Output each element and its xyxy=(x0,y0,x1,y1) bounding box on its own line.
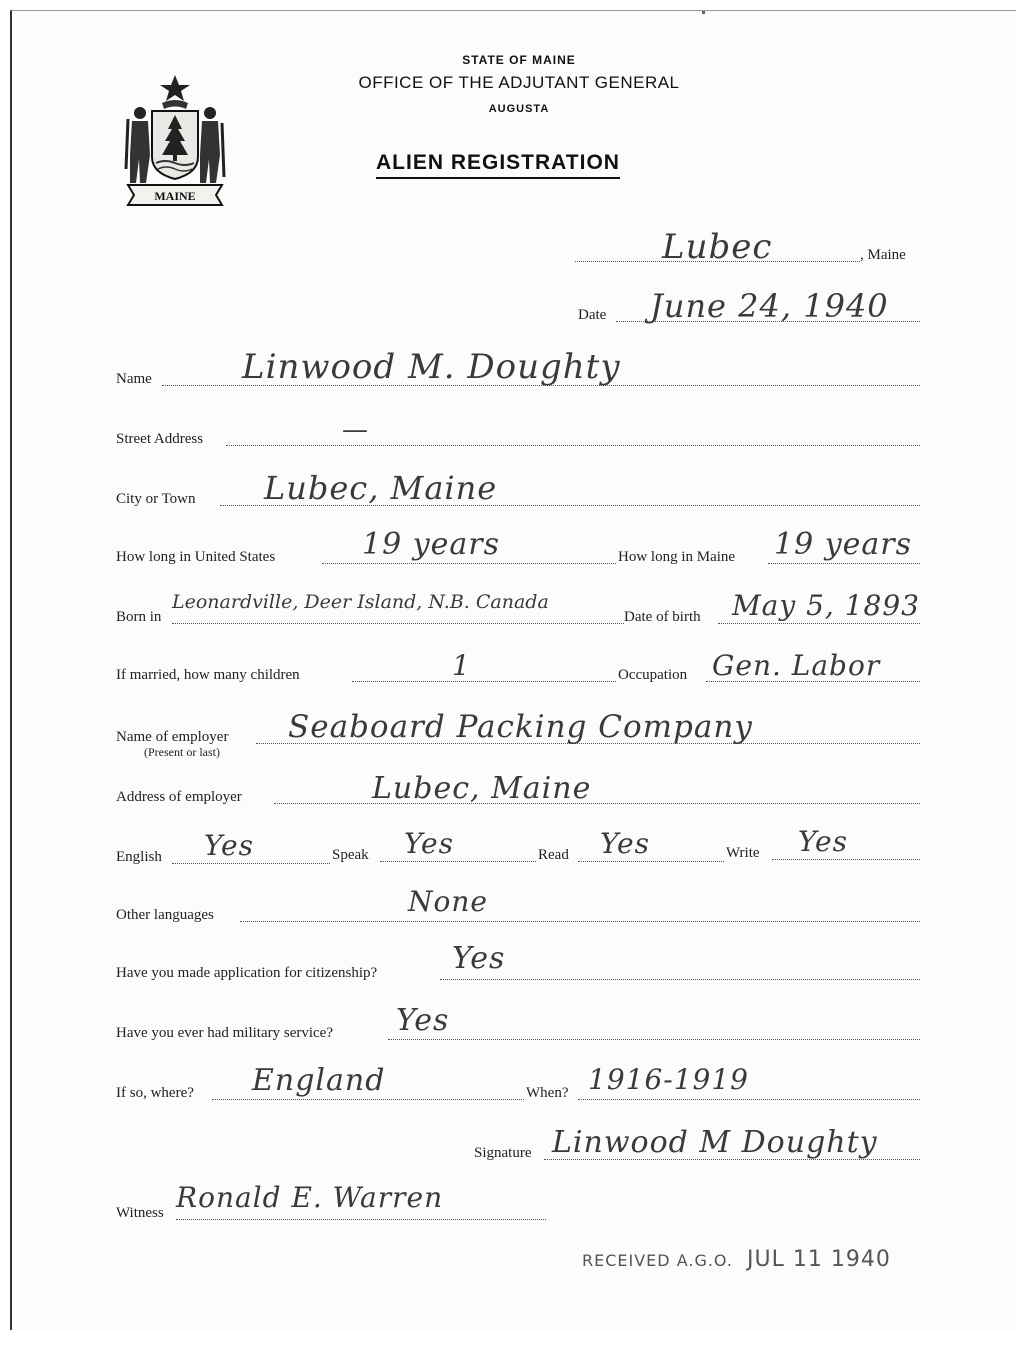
write-value: Yes xyxy=(798,825,848,858)
how-long-us-label: How long in United States xyxy=(116,549,276,565)
town-value: Lubec xyxy=(662,227,773,267)
how-long-us-value: 19 years xyxy=(362,527,501,562)
english-line xyxy=(172,863,330,864)
street-address-line xyxy=(226,445,920,446)
how-long-maine-label: How long in Maine xyxy=(618,549,736,565)
street-address-label: Street Address xyxy=(116,431,204,447)
employer-label: Name of employer xyxy=(116,729,229,745)
how-long-maine-value: 19 years xyxy=(774,527,913,562)
state-heading: STATE OF MAINE xyxy=(462,53,576,67)
maine-label: , Maine xyxy=(860,247,906,263)
date-value: June 24, 1940 xyxy=(650,287,889,325)
how-long-maine-line xyxy=(768,563,920,564)
write-label: Write xyxy=(726,845,760,861)
write-line xyxy=(772,859,920,860)
employer-address-label: Address of employer xyxy=(116,789,242,805)
form-title: ALIEN REGISTRATION xyxy=(376,151,620,179)
city-or-town-value: Lubec, Maine xyxy=(264,469,498,507)
read-line xyxy=(578,861,724,862)
received-stamp xyxy=(582,1247,891,1272)
citizenship-value: Yes xyxy=(452,941,506,976)
witness-label: Witness xyxy=(116,1205,164,1221)
employer-note: (Present or last) xyxy=(144,745,220,759)
children-value: 1 xyxy=(452,649,471,682)
other-languages-label: Other languages xyxy=(116,907,214,923)
military-value: Yes xyxy=(396,1003,450,1038)
employer-address-line xyxy=(274,803,920,804)
seal-banner-text: MAINE xyxy=(154,189,196,203)
date-of-birth-value: May 5, 1893 xyxy=(732,589,920,622)
read-label: Read xyxy=(538,847,569,863)
maine-state-seal-icon xyxy=(120,73,230,211)
received-stamp-text: RECEIVED A.G.O. xyxy=(582,1251,733,1270)
military-label: Have you ever had military service? xyxy=(116,1025,333,1041)
english-label: English xyxy=(116,849,162,865)
children-line xyxy=(352,681,616,682)
speak-value: Yes xyxy=(404,827,454,860)
citizenship-label: Have you made application for citizenship? xyxy=(116,965,378,981)
registration-form xyxy=(10,10,1016,1330)
read-value: Yes xyxy=(600,827,650,860)
employer-address-value: Lubec, Maine xyxy=(372,771,592,806)
english-value: Yes xyxy=(204,829,254,862)
witness-line xyxy=(176,1219,546,1220)
where-value: England xyxy=(252,1063,386,1098)
city-or-town-label: City or Town xyxy=(116,491,196,507)
born-in-label: Born in xyxy=(116,609,162,625)
born-in-value: Leonardville, Deer Island, N.B. Canada xyxy=(172,591,549,613)
paper-mark xyxy=(702,11,705,14)
date-label: Date xyxy=(578,307,607,323)
citizenship-line xyxy=(440,979,920,980)
where-label: If so, where? xyxy=(116,1085,194,1101)
name-value: Linwood M. Doughty xyxy=(242,347,621,387)
when-line xyxy=(578,1099,920,1100)
employer-value: Seaboard Packing Company xyxy=(288,709,753,745)
speak-line xyxy=(380,861,536,862)
occupation-value: Gen. Labor xyxy=(712,649,881,682)
occupation-label: Occupation xyxy=(618,667,688,683)
where-line xyxy=(212,1099,524,1100)
other-languages-value: None xyxy=(408,885,488,918)
received-stamp-date: JUL 11 1940 xyxy=(747,1247,891,1272)
born-in-line xyxy=(172,623,624,624)
street-address-value: — xyxy=(342,415,369,445)
when-label: When? xyxy=(526,1085,569,1101)
children-label: If married, how many children xyxy=(116,667,300,683)
speak-label: Speak xyxy=(332,847,369,863)
signature-label: Signature xyxy=(474,1145,532,1161)
other-languages-line xyxy=(240,921,920,922)
military-line xyxy=(388,1039,920,1040)
date-of-birth-label: Date of birth xyxy=(624,609,701,625)
signature-value: Linwood M Doughty xyxy=(552,1125,878,1160)
office-heading: OFFICE OF THE ADJUTANT GENERAL xyxy=(358,73,680,92)
witness-value: Ronald E. Warren xyxy=(176,1181,444,1214)
how-long-us-line xyxy=(322,563,616,564)
city-heading: AUGUSTA xyxy=(488,103,550,115)
name-label: Name xyxy=(116,371,152,387)
when-value: 1916-1919 xyxy=(588,1063,749,1096)
date-of-birth-line xyxy=(718,623,920,624)
